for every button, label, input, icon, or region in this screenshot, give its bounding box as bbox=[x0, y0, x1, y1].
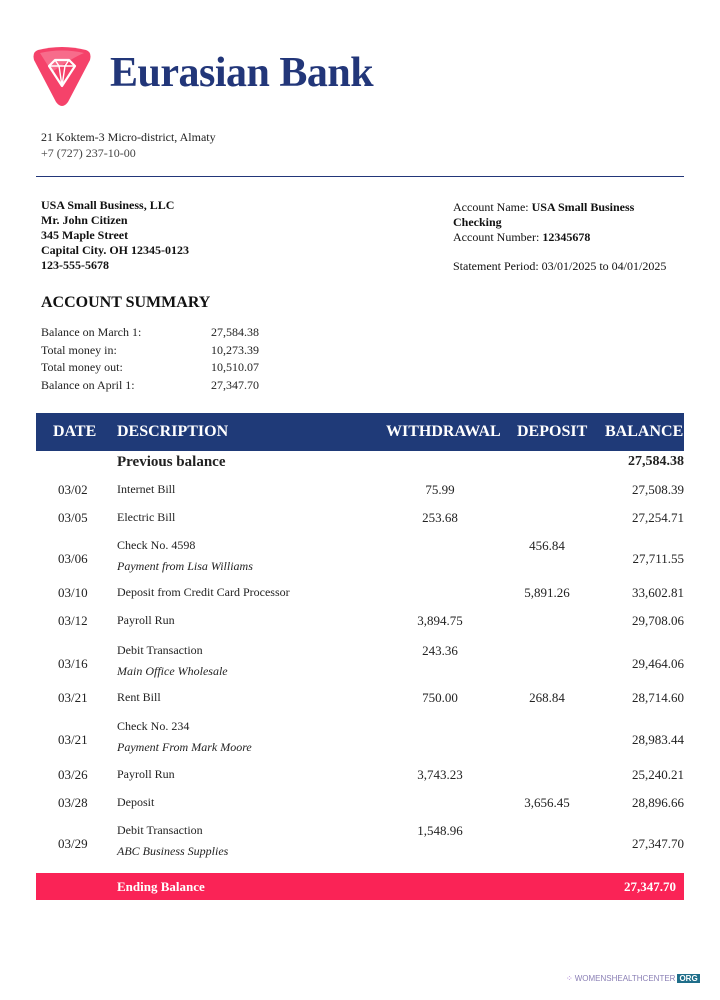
row-description: Deposit from Credit Card Processor bbox=[117, 585, 290, 599]
row-description: Debit Transaction ABC Business Supplies bbox=[117, 823, 229, 858]
customer-contact: Mr. John Citizen bbox=[41, 213, 128, 227]
summary-row bbox=[41, 342, 259, 360]
summary-value: 27,347.70 bbox=[211, 377, 259, 392]
row-date: 03/29 bbox=[58, 836, 88, 851]
row-balance: 28,983.44 bbox=[632, 732, 684, 747]
row-balance: 29,464.06 bbox=[632, 656, 684, 671]
row-withdrawal: 3,743.23 bbox=[417, 767, 463, 782]
row-date: 03/21 bbox=[58, 690, 88, 705]
row-subdescription: ABC Business Supplies bbox=[117, 844, 229, 858]
row-withdrawal: 750.00 bbox=[422, 690, 458, 705]
row-balance: 29,708.06 bbox=[632, 613, 684, 628]
watermark: ⁘ WOMENSHEALTHCENTER ORG bbox=[566, 974, 698, 983]
row-subdescription: Main Office Wholesale bbox=[117, 664, 228, 678]
row-date: 03/06 bbox=[58, 551, 88, 566]
summary-label: Total money out: bbox=[41, 360, 123, 374]
customer-street: 345 Maple Street bbox=[41, 228, 129, 242]
col-date: DATE bbox=[53, 423, 97, 440]
bank-phone: +7 (727) 237-10-00 bbox=[41, 146, 136, 160]
row-balance: 33,602.81 bbox=[632, 585, 684, 600]
account-summary bbox=[41, 324, 259, 394]
row-description: Payroll Run bbox=[117, 613, 175, 627]
row-description: Rent Bill bbox=[117, 690, 161, 704]
summary-value: 27,584.38 bbox=[211, 325, 259, 339]
ending-label: Ending Balance bbox=[117, 879, 205, 894]
row-description: Payroll Run bbox=[117, 767, 175, 781]
row-description: Deposit bbox=[117, 795, 155, 809]
bank-logo-icon bbox=[32, 46, 92, 108]
summary-label: Balance on March 1: bbox=[41, 325, 142, 339]
dots-icon: ⁘ bbox=[566, 974, 573, 983]
row-withdrawal: 1,548.96 bbox=[417, 823, 463, 838]
row-balance: 27,254.71 bbox=[632, 510, 684, 525]
row-deposit: 5,891.26 bbox=[524, 585, 570, 600]
row-deposit: 3,656.45 bbox=[524, 795, 570, 810]
row-date: 03/16 bbox=[58, 656, 88, 671]
row-balance: 28,714.60 bbox=[632, 690, 684, 705]
summary-row bbox=[41, 359, 259, 377]
account-number: Account Number: 12345678 bbox=[453, 230, 591, 244]
row-withdrawal: 3,894.75 bbox=[417, 613, 463, 628]
row-date: 03/12 bbox=[58, 613, 88, 628]
row-withdrawal: 253.68 bbox=[422, 510, 458, 525]
ending-balance: 27,347.70 bbox=[624, 879, 676, 894]
row-description: Check No. 4598 Payment from Lisa Williams bbox=[117, 538, 253, 573]
ending-balance-row bbox=[36, 873, 684, 900]
row-date: 03/21 bbox=[58, 732, 88, 747]
row-balance: 27,508.39 bbox=[632, 482, 684, 497]
row-date: 03/02 bbox=[58, 482, 88, 497]
row-date: 03/26 bbox=[58, 767, 88, 782]
row-withdrawal: 75.99 bbox=[425, 482, 455, 497]
statement-period: Statement Period: 03/01/2025 to 04/01/2025 bbox=[453, 259, 667, 273]
row-date: 03/05 bbox=[58, 510, 88, 525]
row-balance: 25,240.21 bbox=[632, 767, 684, 782]
bank-address: 21 Koktem-3 Micro-district, Almaty bbox=[41, 130, 216, 144]
row-balance: 27,347.70 bbox=[632, 836, 684, 851]
transactions-table-header bbox=[36, 413, 684, 451]
col-balance: BALANCE bbox=[605, 423, 684, 440]
customer-city: Capital City. OH 12345-0123 bbox=[41, 243, 190, 257]
customer-phone: 123-555-5678 bbox=[41, 258, 109, 272]
summary-row bbox=[41, 377, 259, 395]
row-balance: 27,711.55 bbox=[632, 551, 684, 566]
row-deposit: 456.84 bbox=[529, 538, 565, 553]
row-date: 03/10 bbox=[58, 585, 88, 600]
customer-company: USA Small Business, LLC bbox=[41, 198, 175, 212]
col-description: DESCRIPTION bbox=[117, 423, 229, 440]
customer-address-block bbox=[41, 198, 189, 273]
col-withdrawal: WITHDRAWAL bbox=[386, 423, 501, 440]
row-withdrawal: 243.36 bbox=[422, 643, 458, 658]
row-description: Debit Transaction Main Office Wholesale bbox=[117, 643, 228, 678]
summary-value: 10,273.39 bbox=[211, 342, 259, 357]
row-description: Electric Bill bbox=[117, 510, 176, 524]
summary-row bbox=[41, 324, 259, 342]
account-name: Account Name: USA Small Business Checking bbox=[453, 200, 635, 229]
account-info bbox=[453, 200, 683, 274]
row-subdescription: Payment from Lisa Williams bbox=[117, 559, 253, 573]
row-deposit: 268.84 bbox=[529, 690, 565, 705]
row-description: Check No. 234 Payment From Mark Moore bbox=[117, 719, 252, 754]
summary-label: Total money in: bbox=[41, 342, 117, 357]
bank-contact bbox=[41, 129, 216, 161]
row-balance: 28,896.66 bbox=[632, 795, 684, 810]
row-subdescription: Payment From Mark Moore bbox=[117, 740, 252, 754]
row-date: 03/28 bbox=[58, 795, 88, 810]
col-deposit: DEPOSIT bbox=[517, 423, 588, 440]
bank-name: Eurasian Bank bbox=[110, 50, 374, 96]
summary-label: Balance on April 1: bbox=[41, 377, 135, 392]
row-description: Internet Bill bbox=[117, 482, 176, 496]
summary-value: 10,510.07 bbox=[211, 360, 259, 374]
header-divider bbox=[36, 176, 684, 177]
summary-title: ACCOUNT SUMMARY bbox=[41, 294, 211, 311]
